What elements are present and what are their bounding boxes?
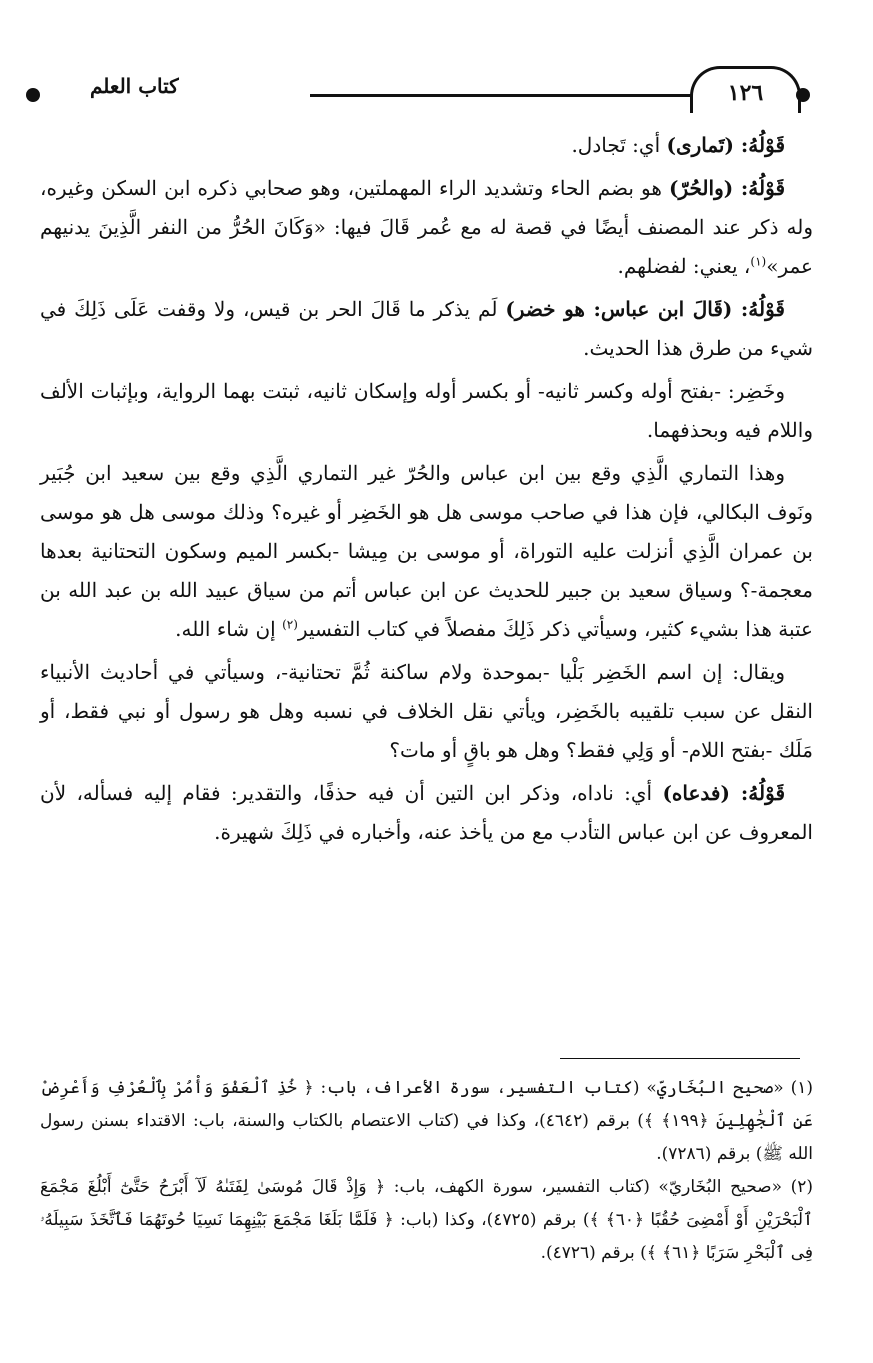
header-dot-left [26, 88, 40, 102]
header-rule [310, 94, 705, 97]
paragraph-lead: قَوْلُهُ: (والحُرّ) [669, 176, 785, 200]
paragraph-text: وهذا التماري الَّذِي وقع بين ابن عباس والحُرّ غير التماري الَّذِي وقع بين سعيد ابن جُبَير ونَوف البكالي، فإن هذا في صاحب موسى هل هو الخَضِر أو غيره؟ وذلك موسى هل هو موسى بن عمران الَّذِي أنزلت عليه التوراة، أو موسى بن مِيشا -بكسر الميم وسكون التحتانية بعدها معجمة-؟ وسياق سعيد بن جبير للحديث عن ابن عباس أتم من سياق عبيد الله بن عبد الله بن عتبة هذا بشيء كثير، وسيأتي ذكر ذَلِكَ مفصلاً في كتاب التفسير [40, 461, 813, 641]
paragraph [40, 653, 813, 770]
paragraph-text: وخَضِر: -بفتح أوله وكسر ثانيه- أو بكسر أوله وإسكان ثانيه، ثبتت بهما الرواية، وبإثبات الألف واللام فيه وبحذفهما. [40, 379, 813, 442]
paragraph [40, 290, 813, 368]
paragraph [40, 454, 813, 649]
paragraph-text: أي: ناداه، وذكر ابن التين أن فيه حذفًا، والتقدير: فقام إليه فسأله، لأن المعروف عن ابن عباس التأدب مع من يأخذ عنه، وأخباره في ذَلِكَ شهيرة. [40, 781, 813, 844]
paragraph-lead: قَوْلُهُ: (تَمارى) [666, 133, 785, 157]
header-dot-right [796, 88, 810, 102]
paragraph [40, 169, 813, 286]
paragraph-text: هو بضم الحاء وتشديد الراء المهملتين، وهو صحابي ذكره ابن السكن وغيره، وله ذكر عند المصنف أيضًا في قصة له مع عُمر قَالَ فيها: «وَكَانَ الحُرُّ من النفر الَّذِينَ يدنيهم عمر» [40, 176, 813, 278]
paragraph-text: لَم يذكر ما قَالَ الحر بن قيس، ولا وقفت عَلَى ذَلِكَ في شيء من طرق هذا الحديث. [40, 297, 813, 360]
footnotes [40, 1072, 813, 1270]
paragraph-lead: قَوْلُهُ: (فدعاه) [662, 781, 786, 805]
paragraph [40, 774, 813, 852]
page-header [20, 60, 813, 120]
paragraph-text: ويقال: إن اسم الخَضِر بَلْيا -بموحدة ولام ساكنة ثُمَّ تحتانية-، وسيأتي في أحاديث الأنبياء النقل عن سبب تلقيبه بالخَضِر، ويأتي نقل الخلاف في نسبه وهل هو رسول أو نبي فقط، أو مَلَك -بفتح اللام- أو وَلِي فقط؟ وهل هو باقٍ أو مات؟ [40, 660, 813, 762]
main-text [40, 126, 813, 856]
footnote-ref[interactable]: (١) [750, 254, 767, 269]
paragraph-lead: قَوْلُهُ: (قَالَ ابن عباس: هو خضر) [505, 297, 785, 321]
paragraph-text: أي: تَجادل. [571, 133, 667, 157]
paragraph [40, 126, 813, 165]
paragraph [40, 372, 813, 450]
footnote: (٢) «صحيح البُخَاريّ» (كتاب التفسير، سورة الكهف، باب: ﴿ وَإِذْ قَالَ مُوسَىٰ لِفَتَىٰهُ لَآ أَبْرَحُ حَتَّىٰٓ أَبْلُغَ مَجْمَعَ ٱلْبَحْرَيْنِ أَوْ أَمْضِىَ حُقُبًا ﴿٦٠﴾ ﴾) برقم (٤٧٢٥)، وكذا (باب: ﴿ فَلَمَّا بَلَغَا مَجْمَعَ بَيْنِهِمَا نَسِيَا حُوتَهُمَا فَٱتَّخَذَ سَبِيلَهُۥ فِى ٱلْبَحْرِ سَرَبًا ﴿٦١﴾ ﴾) برقم (٤٧٢٦). [40, 1177, 814, 1263]
paragraph-tail: ، يعني: لفضلهم. [617, 254, 751, 278]
footnote: (١) «صحيح البُخَاريّ» (كتاب التفسير، سورة الأعراف، باب: ﴿ خُذِ ٱلْعَفْوَ وَأْمُرْ بِٱلْعُرْفِ وَأَعْرِضْ عَنِ ٱلْجَٰهِلِينَ ﴿١٩٩﴾ ﴾) برقم (٤٦٤٢)، وكذا في (كتاب الاعتصام بالكتاب والسنة، باب: الاقتداء بسنن رسول الله ﷺ) برقم (٧٢٨٦). [40, 1078, 813, 1164]
footnote-separator [560, 1058, 800, 1059]
paragraph-tail: إن شاء الله. [175, 617, 283, 641]
page-number: ١٢٦ [690, 66, 801, 113]
footnote-ref[interactable]: (٢) [282, 617, 298, 632]
book-title: كتاب العلم [90, 74, 179, 98]
